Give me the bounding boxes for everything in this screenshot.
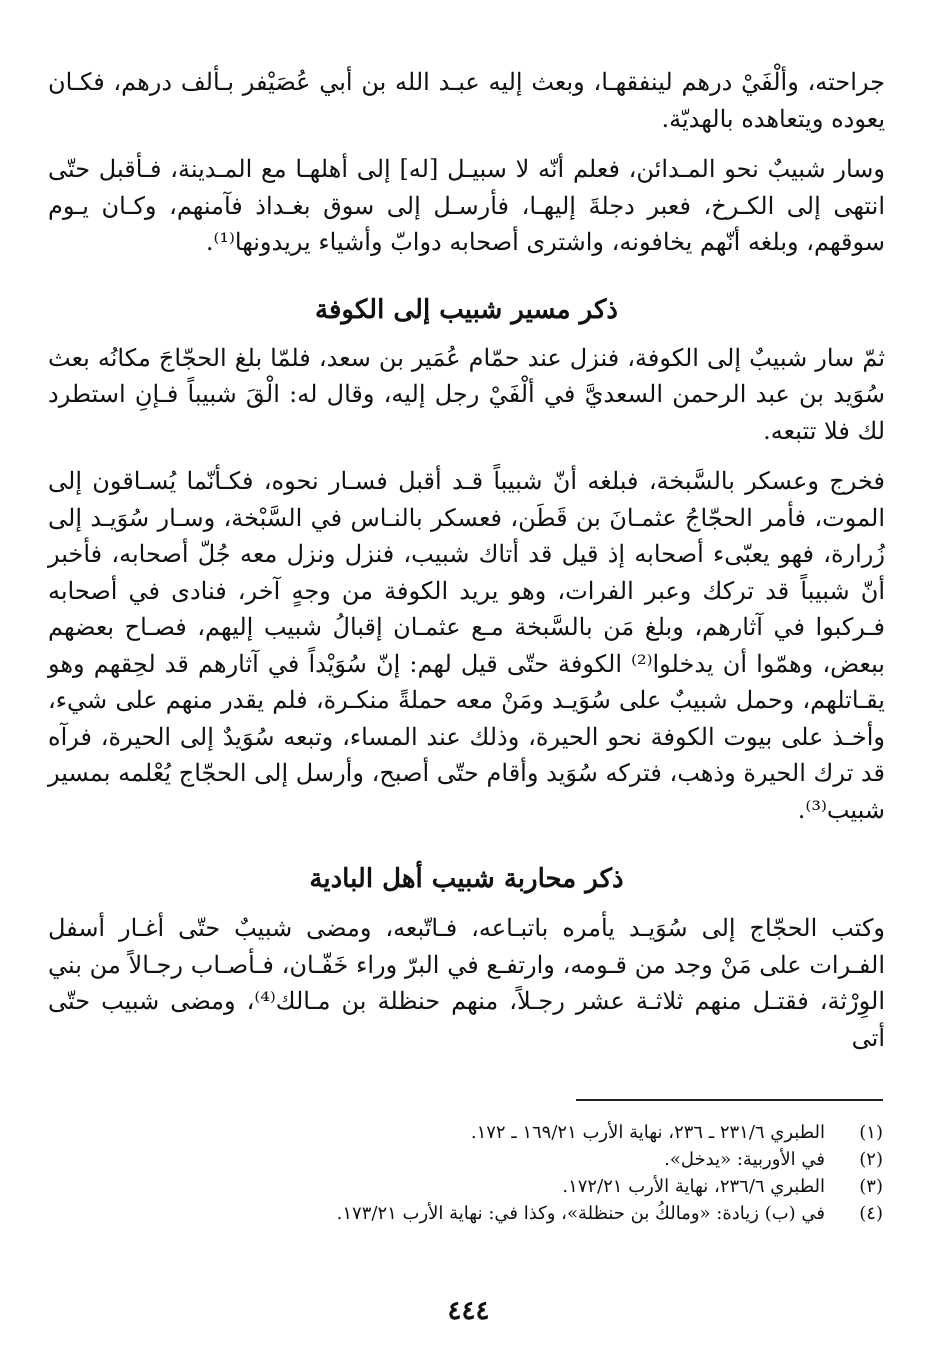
- footnote-divider: [576, 1099, 883, 1101]
- footnote: [50, 1200, 885, 1227]
- page-number: ٤٤٤: [447, 1296, 490, 1326]
- footnote: [50, 1146, 885, 1173]
- footnote-number: (٤): [859, 1203, 883, 1224]
- footnote-text: في الأوربية: «يدخل».: [664, 1149, 825, 1170]
- paragraph: وسار شبيبٌ نحو المـدائن، فعلم أنّه لا سبيـل [له] إلى أهلهـا مع المـدينة، فـأقبل حتّى انتهى إلى الكـرخ، فعبر دجلةَ إليهـا، فأرسـل إلى سوق بغـداذ فآمنهم، وكـان يـوم سوقهم، وبلغه أنّهم يخافونه، واشترى أصحابه دوابّ وأشياء يريدونها⁽¹⁾.: [48, 155, 885, 256]
- footnote-number: (١): [859, 1122, 883, 1143]
- footnote-text: الطبري ٢٣١/٦ ـ ٢٣٦، نهاية الأرب ١٦٩/٢١ ـ ١٧٢.: [470, 1122, 825, 1143]
- footnote: [50, 1173, 885, 1200]
- footnote-text: في (ب) زيادة: «ومالكُ بن حنظلة»، وكذا في: نهاية الأرب ١٧٣/٢١.: [336, 1203, 825, 1224]
- paragraph: جراحته، وألْفَيْ درهم لينفقهـا، وبعث إليه عبـد الله بن أبي عُصَيْفر بـألف درهم، فكـان يعوده ويتعاهده بالهديّة.: [48, 68, 885, 133]
- section-heading: ذكر محاربة شبيب أهل البادية: [309, 864, 624, 894]
- section-heading: ذكر مسير شبيب إلى الكوفة: [315, 294, 618, 325]
- footnote: [50, 1119, 885, 1146]
- footnote-number: (٣): [859, 1176, 883, 1197]
- footnote-text: الطبري ٢٣٦/٦، نهاية الأرب ١٧٢/٢١.: [562, 1176, 825, 1197]
- paragraph: فخرج وعسكر بالسَّبخة، فبلغه أنّ شبيباً قـد أقبل فسـار نحوه، فكـأنّما يُسـاقون إلى الموت، فأمر الحجّاجُ عثمـانَ بن قَطَن، فعسكر بالنـاس في السَّبْخة، وسـار سُوَيـد إلى زُرارة، فهو يعبّىء أصحابه إذ قيل قد أتاك شبيب، فنزل ونزل معه جُلّ أصحابه، فأخبر أنّ شبيباً قد تركك وعبر الفرات، وهو يريد الكوفة من وجهٍ آخر، فنادى في أصحابه فـركبوا في آثارهم، وبلغ مَن بالسَّبخة مـع عثمـان إقبالُ شبيب إليهم، فصـاح بعضهم ببعض، وهمّوا أن يدخلوا⁽²⁾ الكوفة حتّى قيل لهم: إنّ سُوَيْداً في آثارهم قد لحِقهم وهو يقـاتلهم، وحمل شبيبٌ على سُوَيـد ومَنْ معه حملةً منكـرة، فلم يقدر منهم على شيء، وأخـذ على بيوت الكوفة نحو الحيرة، وذلك عند المساء، وتبعه سُوَيدٌ إلى الحيرة، فرآه قد ترك الحيرة وذهب، فتركه سُوَيد وأقام حتّى أصبح، وأرسل إلى الحجّاج يُعْلمه بمسير شبيب⁽³⁾.: [48, 467, 885, 824]
- footnote-number: (٢): [859, 1149, 883, 1170]
- paragraph: وكتب الحجّاج إلى سُوَيـد يأمره باتبـاعه، فـاتّبعه، ومضى شبيبٌ حتّى أغـار أسفل الفـرات على مَنْ وجد من قـومه، وارتفـع في البرّ وراء خَفّـان، فـأصـاب رجـالاً من بني الوِرْثة، فقتـل منهم ثلاثـة عشر رجـلاً، منهم حنظلة بن مـالك⁽⁴⁾، ومضى شبيب حتّى أتى: [48, 914, 886, 1052]
- paragraph: ثمّ سار شبيبٌ إلى الكوفة، فنزل عند حمّام عُمَير بن سعد، فلمّا بلغ الحجّاجَ مكانُه بعث سُوَيد بن عبد الرحمن السعديَّ في ألْفَيْ رجل إليه، وقال له: الْقَ شبيباً فـإنِ استطرد لك فلا تتبعه.: [48, 343, 886, 445]
- footnotes: [50, 1119, 885, 1227]
